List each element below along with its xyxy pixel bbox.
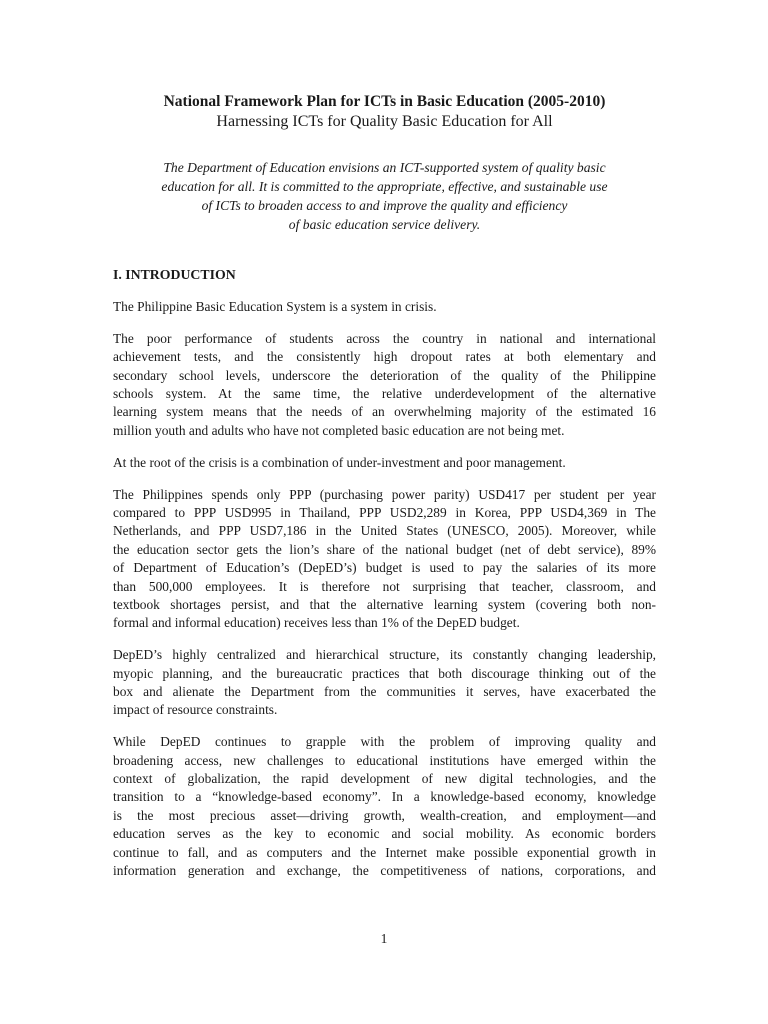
- document-page: [113, 92, 656, 880]
- body-paragraph: [113, 486, 656, 633]
- paragraph-line: of Department of Education’s (DepED’s) budget is used to pay the salaries of its more: [113, 560, 656, 576]
- paragraph-line: transition to a “knowledge-based economy”. In a knowledge-based economy, knowledge: [113, 789, 656, 805]
- paragraph-line: formal and informal education) receives less than 1% of the DepED budget.: [113, 615, 520, 631]
- paragraph-line: learning system means that the needs of an overwhelming majority of the estimated 16: [113, 404, 656, 420]
- paragraph-line: education serves as the key to economic and social mobility. As economic borders: [113, 826, 656, 842]
- paragraph-line: secondary school levels, underscore the deterioration of the quality of the Philippine: [113, 367, 656, 383]
- body-paragraph: [113, 298, 656, 316]
- body-paragraph: [113, 454, 656, 472]
- paragraph-line: DepED’s highly centralized and hierarchical structure, its constantly changing leadership,: [113, 647, 656, 663]
- paragraph-line: compared to PPP USD995 in Thailand, PPP USD2,289 in Korea, PPP USD4,369 in The: [113, 505, 656, 521]
- paragraph-line: million youth and adults who have not completed basic education are not being met.: [113, 422, 565, 438]
- paragraph-line: box and alienate the Department from the communities it serves, have exacerbated the: [113, 684, 656, 700]
- body-text: [113, 298, 656, 880]
- paragraph-line: The Philippines spends only PPP (purchasing power parity) USD417 per student per year: [113, 486, 656, 502]
- page-number: 1: [380, 931, 388, 946]
- paragraph-line: than 500,000 employees. It is therefore not surprising that teacher, classroom, and: [113, 578, 656, 594]
- document-subtitle: Harnessing ICTs for Quality Basic Education for All: [216, 113, 553, 130]
- paragraph-line: While DepED continues to grapple with the problem of improving quality and: [113, 734, 656, 750]
- paragraph-line: is the most precious asset—driving growth, wealth-creation, and employment—and: [113, 807, 656, 823]
- paragraph-line: achievement tests, and the consistently high dropout rates at both elementary and: [113, 349, 656, 365]
- vision-statement: [113, 158, 656, 234]
- vision-line: education for all. It is committed to the appropriate, effective, and sustainable use: [161, 179, 608, 194]
- body-paragraph: [113, 646, 656, 720]
- paragraph-line: schools system. At the same time, the relative underdevelopment of the alternative: [113, 386, 656, 402]
- document-title: National Framework Plan for ICTs in Basic Education (2005-2010): [163, 93, 606, 110]
- paragraph-line: continue to fall, and as computers and the Internet make possible exponential growth in: [113, 844, 656, 860]
- paragraph-line: At the root of the crisis is a combination of under-investment and poor management.: [113, 454, 566, 470]
- paragraph-line: Netherlands, and PPP USD7,186 in the United States (UNESCO, 2005). Moreover, while: [113, 523, 656, 539]
- paragraph-line: information generation and exchange, the competitiveness of nations, corporations, and: [113, 863, 656, 879]
- paragraph-line: the education sector gets the lion’s share of the national budget (net of debt service), 89%: [113, 541, 656, 557]
- paragraph-line: context of globalization, the rapid development of new digital technologies, and the: [113, 771, 656, 787]
- body-paragraph: [113, 330, 656, 440]
- section-heading: I. INTRODUCTION: [113, 267, 236, 282]
- paragraph-line: impact of resource constraints.: [113, 702, 278, 718]
- vision-line: of ICTs to broaden access to and improve the quality and efficiency: [201, 198, 568, 213]
- paragraph-line: textbook shortages persist, and that the alternative learning system (covering both non-: [113, 596, 656, 612]
- paragraph-line: myopic planning, and the bureaucratic practices that both discourage thinking out of the: [113, 665, 656, 681]
- vision-line: The Department of Education envisions an ICT-supported system of quality basic: [163, 160, 606, 175]
- paragraph-line: broadening access, new challenges to educational institutions have emerged within the: [113, 752, 656, 768]
- paragraph-line: The poor performance of students across the country in national and international: [113, 330, 656, 346]
- body-paragraph: [113, 733, 656, 880]
- vision-line: of basic education service delivery.: [288, 217, 481, 232]
- paragraph-line: The Philippine Basic Education System is a system in crisis.: [113, 299, 437, 314]
